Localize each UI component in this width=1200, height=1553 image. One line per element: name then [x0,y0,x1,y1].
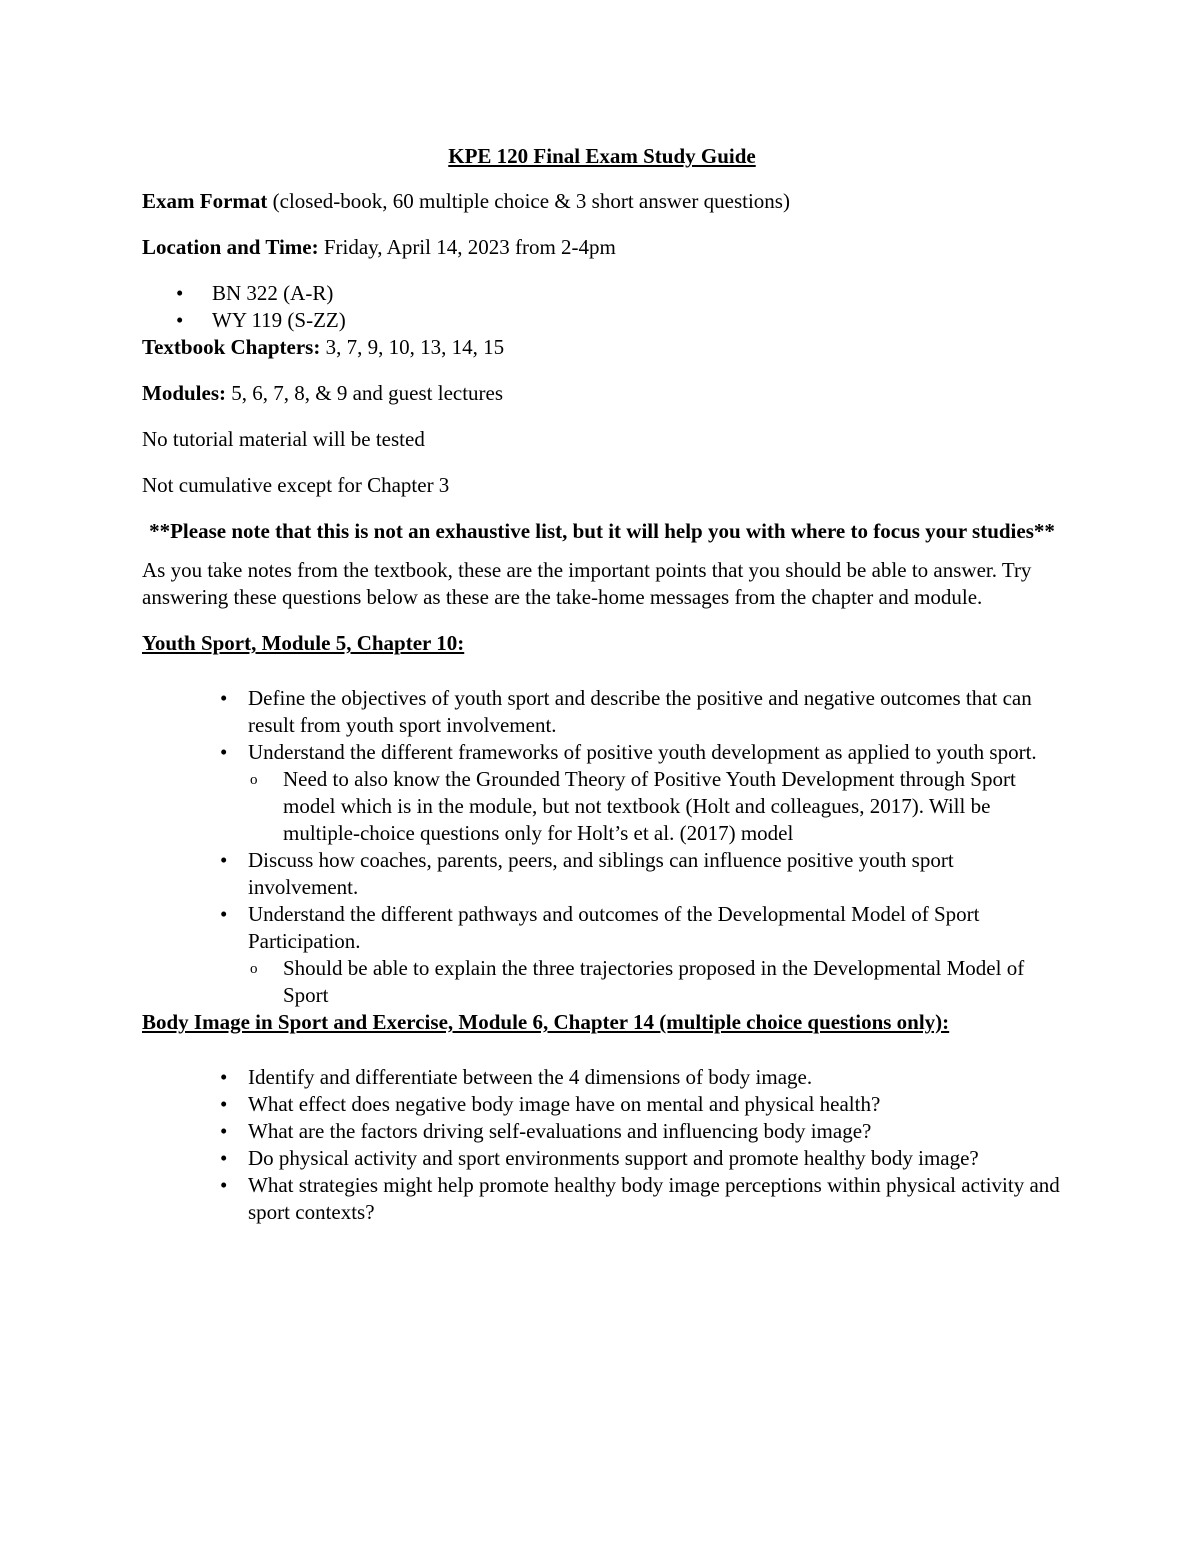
modules-label: Modules: [142,381,226,405]
list-item [142,901,1062,1009]
note-cumulative: Not cumulative except for Chapter 3 [142,473,450,497]
list-item-text: Define the objectives of youth sport and describe the positive and negative outcomes that can result from youth sport involvement. [248,686,1032,737]
sub-list [248,766,1062,847]
list-item-text: Discuss how coaches, parents, peers, and siblings can influence positive youth sport involvement. [248,848,954,899]
body-image-list [142,1064,1062,1226]
document-page [142,143,1062,1226]
youth-sport-heading: Youth Sport, Module 5, Chapter 10: [142,631,465,655]
exam-format-line [142,188,1062,215]
chapters-value: 3, 7, 9, 10, 13, 14, 15 [320,335,505,359]
chapters-line [142,334,1062,361]
list-item [142,685,1062,739]
list-item: • Do physical activity and sport environments support and promote healthy body image? [142,1145,1062,1172]
chapters-label: Textbook Chapters: [142,335,321,359]
modules-value: 5, 6, 7, 8, & 9 and guest lectures [226,381,504,405]
room-item: • BN 322 (A-R) [142,280,1062,307]
youth-sport-list [142,685,1062,1009]
list-item: • What are the factors driving self-evaluations and influencing body image? [142,1118,1062,1145]
exam-format-value: (closed-book, 60 multiple choice & 3 short answer questions) [267,189,790,213]
disclaimer: **Please note that this is not an exhaustive list, but it will help you with where to focus your studies** [149,519,1055,543]
modules-line [142,380,1062,407]
sub-list-item: o Need to also know the Grounded Theory of Positive Youth Development through Sport model which is in the module, but not textbook (Holt and colleagues, 2017). Will be multiple-choice questions only for Holt’s et al. (2017) model [248,766,1062,847]
note-tutorial: No tutorial material will be tested [142,427,425,451]
list-item: • What effect does negative body image have on mental and physical health? [142,1091,1062,1118]
list-item: • Identify and differentiate between the 4 dimensions of body image. [142,1064,1062,1091]
room-list [142,280,1062,334]
list-item [142,847,1062,901]
body-image-heading: Body Image in Sport and Exercise, Module 6, Chapter 14 (multiple choice questions only): [142,1010,950,1034]
location-time-line [142,234,1062,261]
list-item-text: Understand the different pathways and outcomes of the Developmental Model of Sport Participation. [248,902,980,953]
room-item: • WY 119 (S-ZZ) [142,307,1062,334]
list-item [142,739,1062,847]
list-item-text: Understand the different frameworks of positive youth development as applied to youth sport. [248,740,1037,764]
intro-paragraph: As you take notes from the textbook, these are the important points that you should be able to answer. Try answering these questions below as these are the take-home messages from the chapter and module. [142,558,1032,609]
exam-format-label: Exam Format [142,189,268,213]
location-time-value: Friday, April 14, 2023 from 2-4pm [318,235,616,259]
location-time-label: Location and Time: [142,235,319,259]
document-title: KPE 120 Final Exam Study Guide [448,144,756,168]
sub-list [248,955,1062,1009]
list-item: • What strategies might help promote healthy body image perceptions within physical activity and sport contexts? [142,1172,1062,1226]
sub-list-item: o Should be able to explain the three trajectories proposed in the Developmental Model of Sport [248,955,1062,1009]
